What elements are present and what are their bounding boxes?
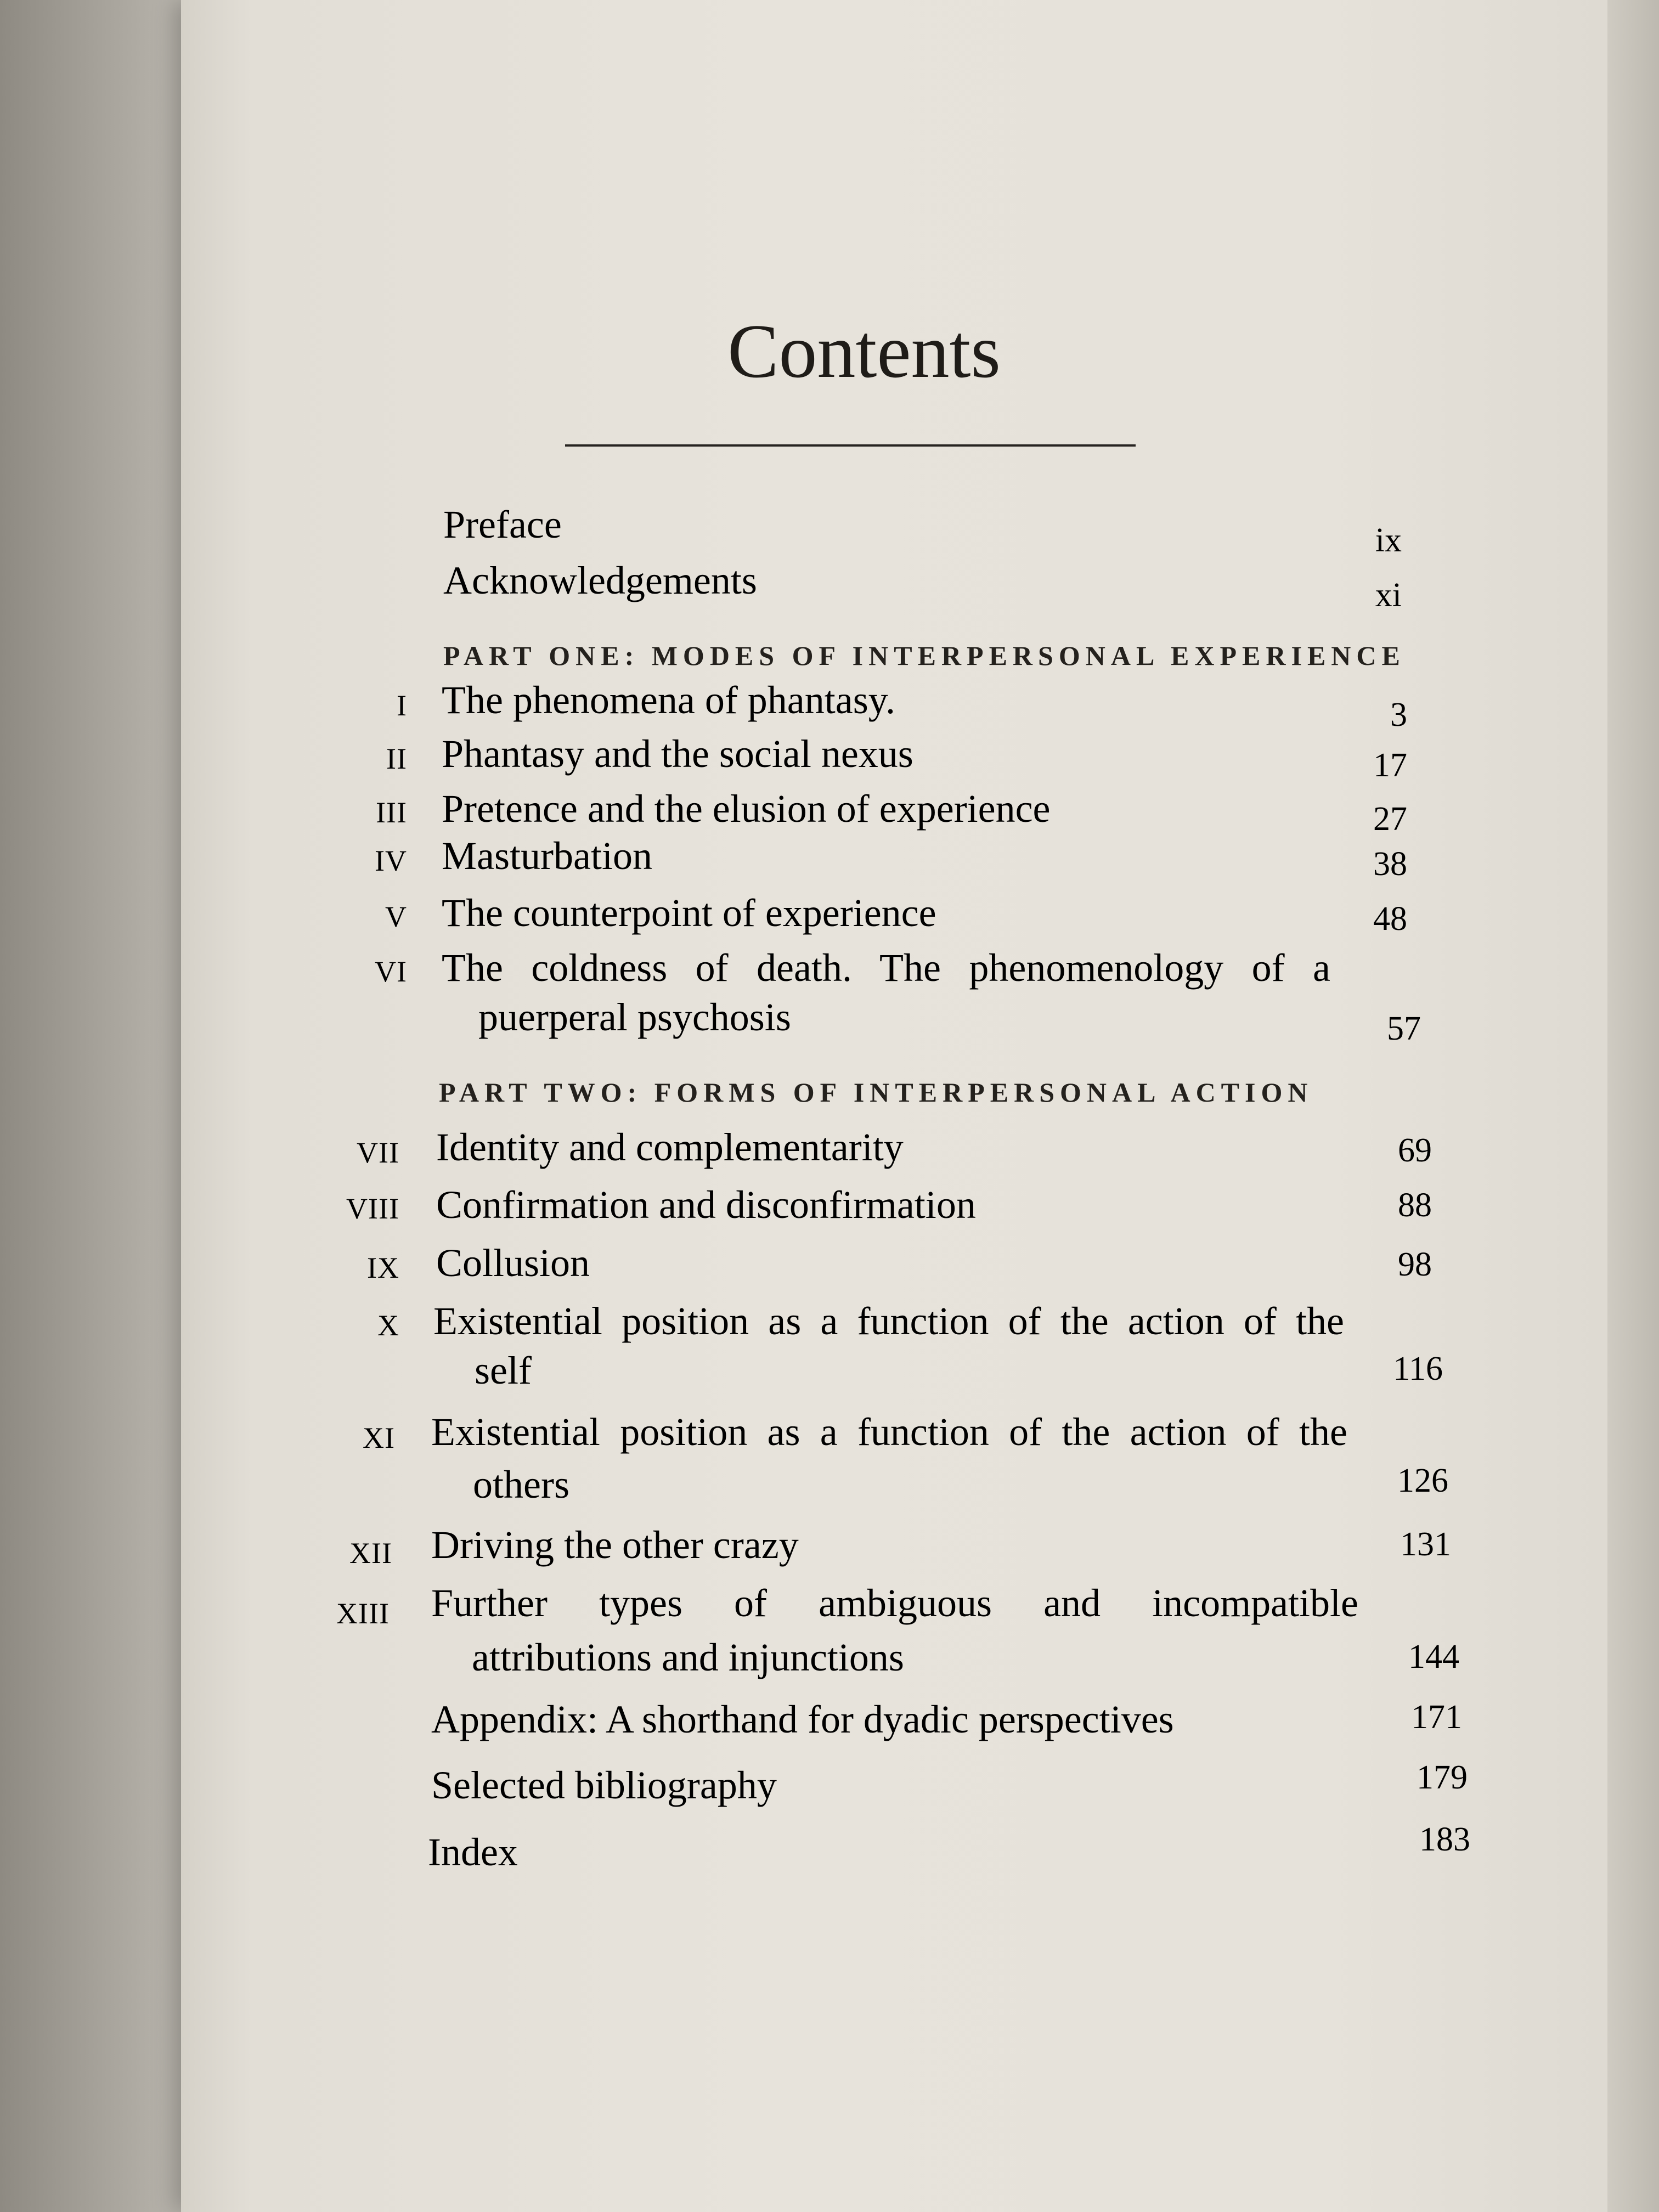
chapter-page: 17 — [1373, 747, 1407, 784]
toc-entry-page: 183 — [1419, 1821, 1470, 1858]
chapter-page: 131 — [1400, 1526, 1451, 1563]
chapter-title-continued: others — [473, 1463, 569, 1506]
chapter-number: I — [397, 689, 407, 722]
chapter-number: VII — [357, 1136, 399, 1169]
toc-entry-page: ix — [1375, 522, 1402, 559]
chapter-title: Confirmation and disconfirmation — [436, 1183, 976, 1227]
chapter-page: 116 — [1393, 1350, 1443, 1387]
chapter-title: Phantasy and the social nexus — [442, 732, 913, 776]
chapter-number: II — [386, 742, 407, 775]
chapter-title-continued: attributions and injunctions — [472, 1635, 904, 1679]
chapter-title: Existential position as a function of the action of the — [431, 1410, 1347, 1454]
chapter-page: 27 — [1373, 800, 1407, 838]
part-two-heading: PART TWO: FORMS OF INTERPERSONAL ACTION — [439, 1077, 1313, 1108]
chapter-title: The phenomena of phantasy. — [442, 678, 896, 722]
chapter-title: The coldness of death. The phenomenology of a — [442, 946, 1330, 990]
chapter-page: 48 — [1373, 900, 1407, 938]
chapter-number: VI — [375, 955, 407, 988]
toc-entry-title: Index — [428, 1830, 518, 1874]
chapter-page: 69 — [1398, 1132, 1432, 1169]
chapter-page: 144 — [1408, 1638, 1459, 1675]
chapter-title: Further types of ambiguous and incompatible — [431, 1581, 1358, 1625]
toc-entry-title: Acknowledgements — [443, 558, 757, 602]
toc-entry-title: Preface — [443, 503, 562, 546]
chapter-title: Driving the other crazy — [431, 1523, 799, 1567]
chapter-title: Identity and complementarity — [436, 1125, 904, 1169]
chapter-page: 57 — [1387, 1010, 1421, 1047]
chapter-number: V — [385, 900, 407, 933]
chapter-page: 88 — [1398, 1187, 1432, 1224]
chapter-number: III — [376, 796, 407, 829]
part-one-heading: PART ONE: MODES OF INTERPERSONAL EXPERIENCE — [443, 640, 1406, 671]
toc-entry-title: Selected bibliography — [431, 1763, 777, 1807]
chapter-title: Existential position as a function of the action of the — [433, 1299, 1344, 1343]
chapter-title: Collusion — [436, 1241, 590, 1285]
chapter-number: X — [377, 1309, 399, 1342]
chapter-page: 98 — [1398, 1246, 1432, 1283]
chapter-number: XI — [363, 1421, 395, 1454]
chapter-title: Masturbation — [442, 834, 652, 878]
chapter-page: 3 — [1390, 696, 1407, 733]
toc-entry-page: 171 — [1411, 1699, 1462, 1736]
chapter-title: The counterpoint of experience — [442, 891, 936, 935]
page-title: Contents — [727, 309, 1001, 394]
chapter-title-continued: self — [475, 1348, 532, 1392]
toc-entry-title: Appendix: A shorthand for dyadic perspectives — [431, 1697, 1174, 1741]
chapter-page: 126 — [1397, 1462, 1448, 1499]
toc-entry-page: 179 — [1417, 1759, 1468, 1796]
chapter-title-continued: puerperal psychosis — [478, 995, 791, 1039]
chapter-page: 38 — [1373, 845, 1407, 883]
chapter-number: IX — [367, 1251, 399, 1284]
chapter-number: VIII — [346, 1192, 399, 1225]
chapter-number: XIII — [336, 1597, 390, 1630]
chapter-number: XII — [349, 1537, 392, 1570]
chapter-title: Pretence and the elusion of experience — [442, 787, 1051, 831]
chapter-number: IV — [375, 844, 407, 877]
toc-entry-page: xi — [1375, 577, 1402, 614]
